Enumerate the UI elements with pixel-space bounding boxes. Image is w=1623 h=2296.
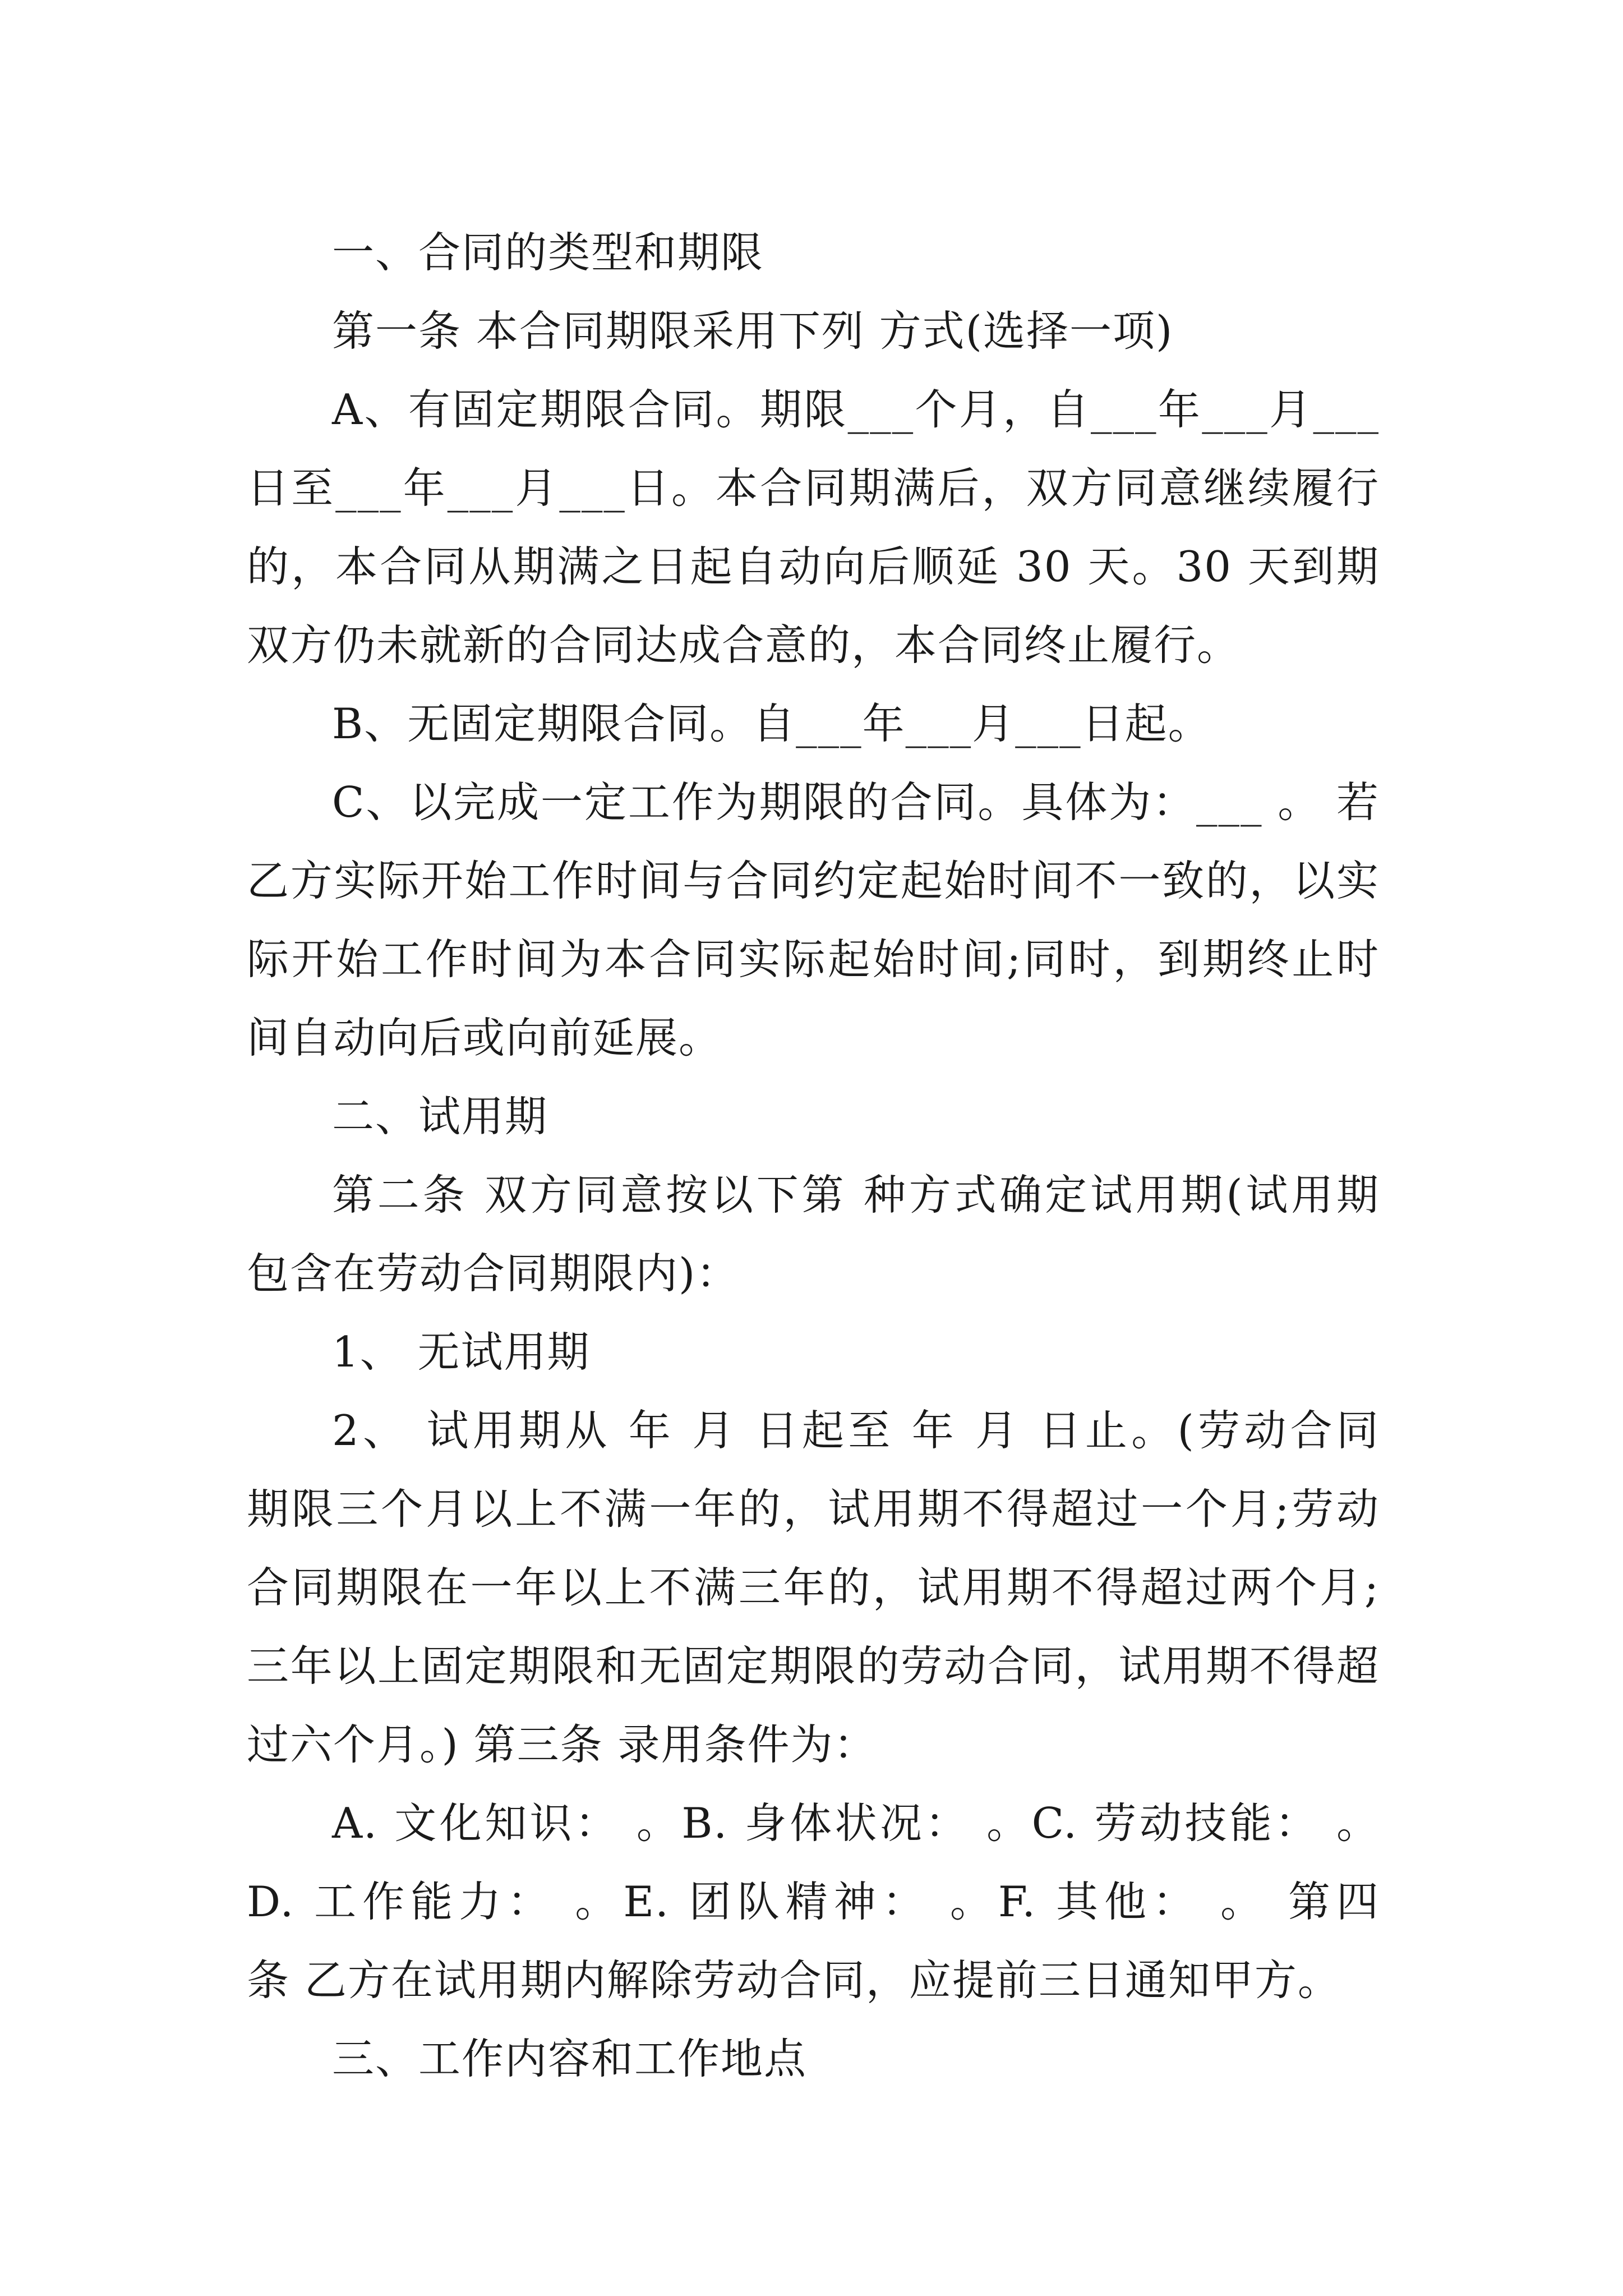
paragraph-line: 际开始工作时间为本合同实际起始时间;同时，到期终止时 xyxy=(247,935,1380,984)
paragraph-line: 日至___年___月___日。本合同期满后，双方同意继续履行 xyxy=(247,463,1380,513)
paragraph-line: 第一条 本合同期限采用下列 方式(选择一项) xyxy=(332,306,1174,356)
paragraph-line: 第二条 双方同意按以下第 种方式确定试用期(试用期 xyxy=(332,1170,1380,1220)
document-page xyxy=(247,213,1380,2098)
paragraph-line: A、有固定期限合同。期限___个月，自___年___月___ xyxy=(332,385,1380,434)
paragraph-line: 1、 无试用期 xyxy=(332,1327,591,1377)
paragraph-line: 间自动向后或向前延展。 xyxy=(247,1013,722,1062)
paragraph-line: 期限三个月以上不满一年的，试用期不得超过一个月;劳动 xyxy=(247,1484,1380,1534)
paragraph-line: B、无固定期限合同。自___年___月___日起。 xyxy=(332,699,1211,748)
paragraph-line: 乙方实际开始工作时间与合同约定起始时间不一致的，以实 xyxy=(247,856,1380,905)
paragraph-line: 的，本合同从期满之日起自动向后顺延 30 天。30 天到期 xyxy=(247,542,1380,591)
paragraph-line: D. 工作能力： 。E. 团队精神： 。F. 其他： 。 第四 xyxy=(247,1877,1380,1926)
section-heading: 二、试用期 xyxy=(332,1092,548,1141)
paragraph-line: 三年以上固定期限和无固定期限的劳动合同，试用期不得超 xyxy=(247,1641,1380,1691)
paragraph-line: 双方仍未就新的合同达成合意的，本合同终止履行。 xyxy=(247,620,1241,670)
paragraph-line: 条 乙方在试用期内解除劳动合同，应提前三日通知甲方。 xyxy=(247,1955,1341,2005)
paragraph-line: 2、 试用期从 年 月 日起至 年 月 日止。(劳动合同 xyxy=(332,1406,1380,1455)
paragraph-line: 合同期限在一年以上不满三年的，试用期不得超过两个月; xyxy=(247,1563,1380,1612)
paragraph-line: 包含在劳动合同期限内)： xyxy=(247,1249,740,1298)
paragraph-line: 过六个月。) 第三条 录用条件为： xyxy=(247,1720,877,1769)
section-heading: 一、合同的类型和期限 xyxy=(332,228,764,277)
paragraph-line: C、以完成一定工作为期限的合同。具体为：___ 。 若 xyxy=(332,777,1380,827)
section-heading: 三、工作内容和工作地点 xyxy=(332,2034,808,2083)
paragraph-line: A. 文化知识： 。B. 身体状况： 。C. 劳动技能： 。 xyxy=(332,1798,1380,1848)
